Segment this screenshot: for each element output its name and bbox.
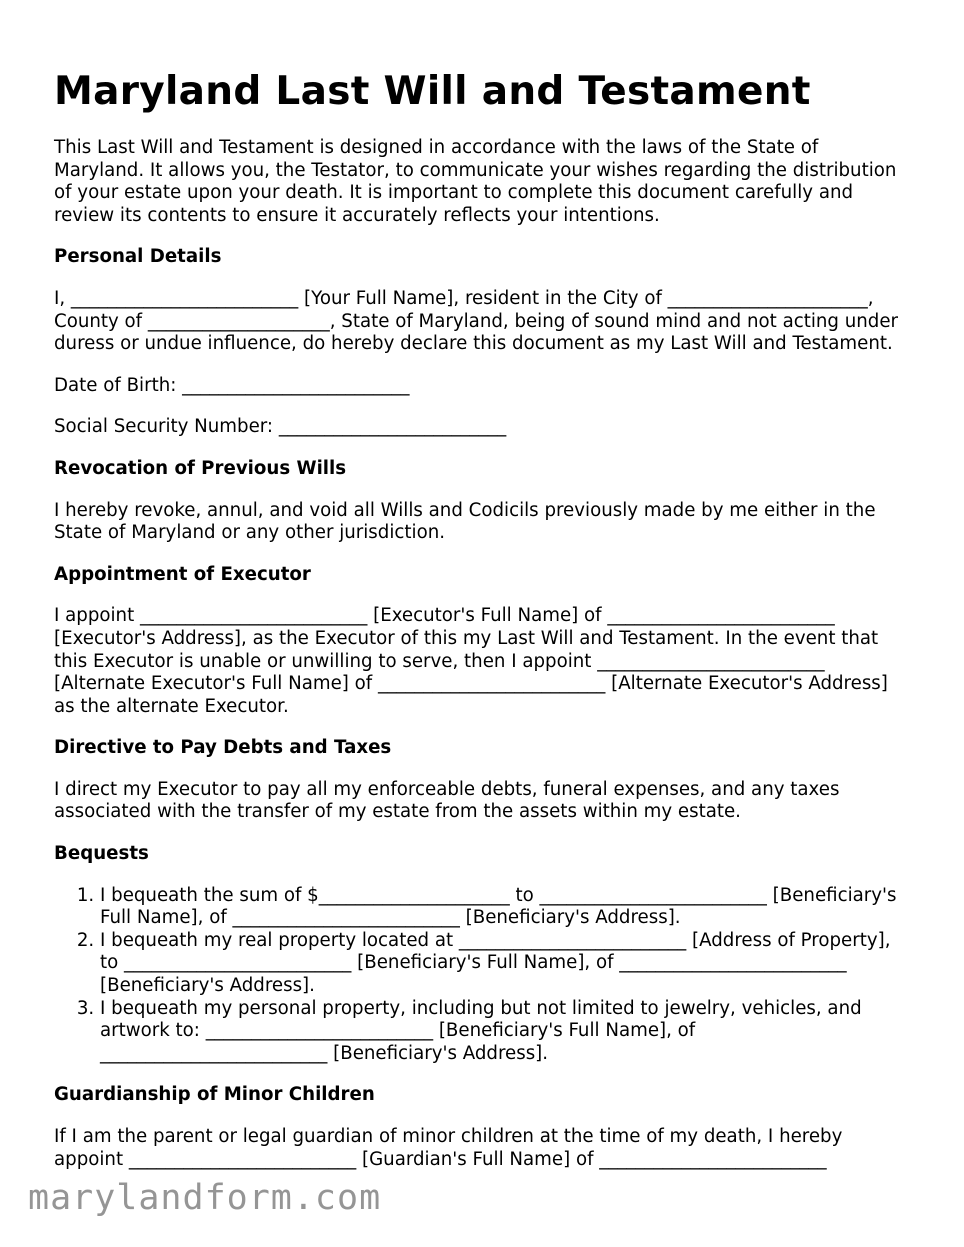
debts-paragraph: I direct my Executor to pay all my enforceable debts, funeral expenses, and any taxes associated with the transfer of my estate from the assets within my estate. xyxy=(54,778,840,823)
intro-paragraph: This Last Will and Testament is designed in accordance with the laws of the State of Maryland. It allows you, the Testator, to communicate your wishes regarding the distribution of your estate upon your death. It is important to complete this document carefully and review its contents to ensure it accurately reflects your intentions. xyxy=(54,137,897,226)
section-heading-revocation: Revocation of Previous Wills xyxy=(54,457,347,479)
date-of-birth-line: Date of Birth: _________________________ xyxy=(54,374,410,396)
section-heading-bequests: Bequests xyxy=(54,843,149,865)
executor-paragraph: I appoint _________________________ [Executor's Full Name] of _________________________ [Executor's Address], as the Executor of this my Last Will and Testament. In the event that this Executor is unable or unwilling to serve, then I appoint _________________________ [Alternate Executor's Full Name] of _________________________ [Alternate Executor's Address] as the alternate Executor. xyxy=(54,605,888,717)
section-heading-guardianship: Guardianship of Minor Children xyxy=(54,1084,375,1106)
bequest-item: 1. I bequeath the sum of $_____________________ to _________________________ [Beneficiary's Full Name], of _________________________ [Beneficiary's Address]. xyxy=(100,885,914,930)
document-page xyxy=(54,0,914,1171)
revocation-paragraph: I hereby revoke, annul, and void all Wills and Codicils previously made by me either in the State of Maryland or any other jurisdiction. xyxy=(54,499,876,544)
bequest-list xyxy=(54,885,914,1066)
guardianship-paragraph: If I am the parent or legal guardian of minor children at the time of my death, I hereby appoint _________________________ [Guardian's Full Name] of _________________________ xyxy=(54,1126,843,1170)
bequest-item: 3. I bequeath my personal property, including but not limited to jewelry, vehicles, and artwork to: _________________________ [Beneficiary's Full Name], of _________________________ [Beneficiary's Address]. xyxy=(100,998,914,1066)
section-heading-personal-details: Personal Details xyxy=(54,246,222,268)
ssn-line: Social Security Number: _________________________ xyxy=(54,416,507,438)
bequest-item: 2. I bequeath my real property located at _________________________ [Address of Property], to _________________________ [Beneficiary's Full Name], of _________________________ [Beneficiary's Address]. xyxy=(100,930,914,998)
section-heading-debts-taxes: Directive to Pay Debts and Taxes xyxy=(54,737,392,759)
site-watermark: marylandform.com xyxy=(28,1178,382,1218)
section-heading-executor: Appointment of Executor xyxy=(54,563,311,585)
testator-declaration: I, _________________________ [Your Full Name], resident in the City of ______________________, County of ____________________, State of Maryland, being of sound mind and not acting under duress or undue influence, do hereby declare this document as my Last Will and Testament. xyxy=(54,287,899,355)
document-title: Maryland Last Will and Testament xyxy=(54,69,811,114)
